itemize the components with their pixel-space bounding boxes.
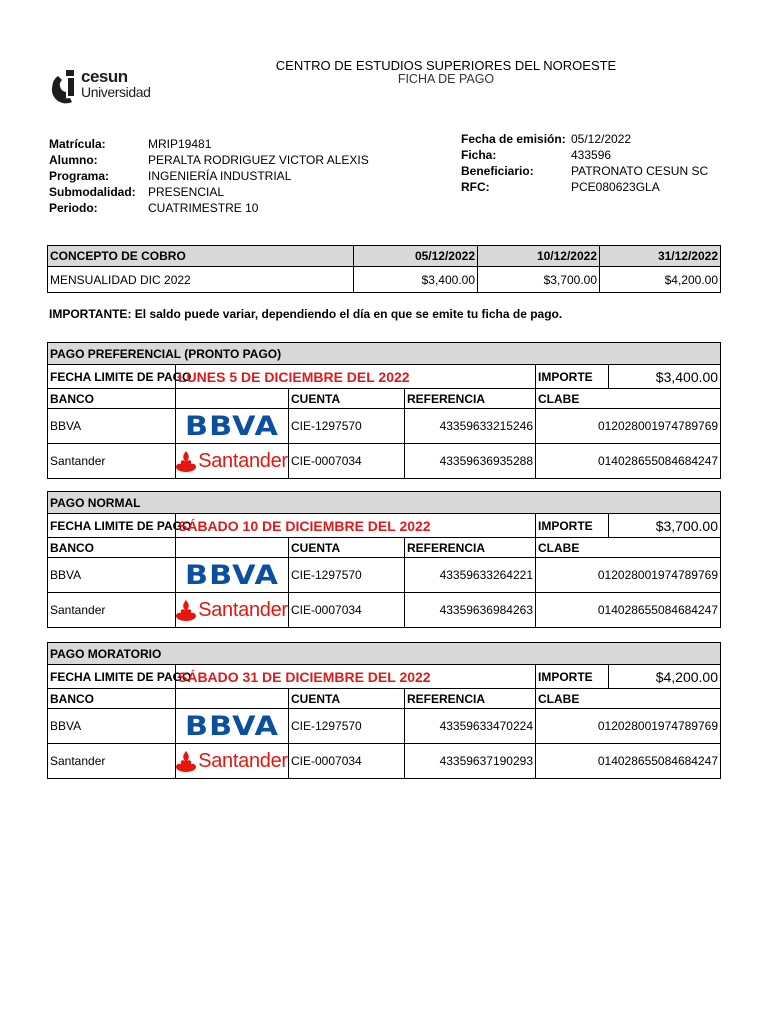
submodalidad-value: PRESENCIAL [148, 185, 225, 199]
cuenta-header: CUENTA [289, 538, 405, 558]
concepto-amount-3: $4,200.00 [600, 267, 721, 293]
concepto-header-row [48, 246, 721, 267]
bank-name: BBVA [48, 409, 176, 444]
beneficiario-label: Beneficiario: [461, 164, 534, 178]
submodalidad-row [49, 184, 369, 200]
bank-name: BBVA [48, 709, 176, 744]
bank-name: BBVA [48, 558, 176, 593]
referencia-header: REFERENCIA [405, 389, 536, 409]
concepto-amount-2: $3,700.00 [478, 267, 600, 293]
concepto-date-2: 10/12/2022 [478, 246, 600, 267]
bbva-logo-text: BBVA [184, 559, 280, 591]
santander-flame-icon [176, 450, 196, 472]
concepto-date-3: 31/12/2022 [600, 246, 721, 267]
alumno-row [49, 152, 369, 168]
bank-header-row [48, 389, 721, 409]
issue-info [461, 131, 708, 195]
payment-section-normal [47, 491, 721, 628]
bank-cuenta: CIE-1297570 [289, 558, 405, 593]
referencia-header: REFERENCIA [405, 538, 536, 558]
matricula-row [49, 136, 369, 152]
santander-logo-text: Santander [198, 599, 288, 621]
cuenta-header: CUENTA [289, 689, 405, 709]
bank-name: Santander [48, 444, 176, 479]
ficha-row [461, 147, 708, 163]
section-title: PAGO PREFERENCIAL (PRONTO PAGO) [48, 343, 721, 365]
programa-label: Programa: [49, 169, 110, 183]
cuenta-header: CUENTA [289, 389, 405, 409]
importante-note: IMPORTANTE: El saldo puede variar, dependiendo el día en que se emite tu ficha de pago. [49, 307, 563, 321]
matricula-label: Matrícula: [49, 137, 106, 151]
importe-value: $3,700.00 [609, 514, 721, 538]
importe-label: IMPORTE [536, 514, 609, 538]
rfc-value: PCE080623GLA [571, 180, 660, 194]
concepto-amount-1: $3,400.00 [354, 267, 478, 293]
santander-logo-text: Santander [198, 450, 288, 472]
bank-clabe: 014028655084684247 [536, 593, 721, 628]
bank-referencia: 43359636935288 [405, 444, 536, 479]
bank-referencia: 43359633470224 [405, 709, 536, 744]
section-title-row [48, 643, 721, 665]
santander-logo [176, 750, 288, 772]
payment-section-preferencial [47, 342, 721, 479]
importe-label: IMPORTE [536, 365, 609, 389]
deadline-row [48, 514, 721, 538]
bbva-logo-cell [176, 409, 289, 444]
bank-row-santander [48, 444, 721, 479]
santander-logo-cell [176, 593, 289, 628]
beneficiario-value: PATRONATO CESUN SC [571, 164, 709, 178]
santander-logo-cell [176, 744, 289, 779]
bank-name: Santander [48, 593, 176, 628]
santander-flame-icon [176, 599, 196, 621]
bank-clabe: 014028655084684247 [536, 444, 721, 479]
beneficiario-row [461, 163, 708, 179]
fecha-emision-value: 05/12/2022 [571, 132, 632, 146]
banco-header: BANCO [48, 538, 176, 558]
page-title: CENTRO DE ESTUDIOS SUPERIORES DEL NOROESTE [275, 58, 617, 73]
payment-section-moratorio [47, 642, 721, 779]
section-title-row [48, 343, 721, 365]
logo-header-cell [176, 389, 289, 409]
concepto-item: MENSUALIDAD DIC 2022 [48, 267, 354, 293]
alumno-value: PERALTA RODRIGUEZ VICTOR ALEXIS [148, 153, 369, 167]
bbva-logo-text: BBVA [184, 410, 280, 442]
bbva-logo [176, 710, 288, 742]
deadline-value: SÁBADO 31 DE DICIEMBRE DEL 2022 [176, 665, 536, 689]
bank-referencia: 43359633215246 [405, 409, 536, 444]
deadline-row [48, 365, 721, 389]
fecha-emision-label: Fecha de emisión: [461, 132, 566, 146]
rfc-row [461, 179, 708, 195]
logo-header-cell [176, 689, 289, 709]
section-title: PAGO MORATORIO [48, 643, 721, 665]
bank-referencia: 43359637190293 [405, 744, 536, 779]
matricula-value: MRIP19481 [148, 137, 212, 151]
bank-header-row [48, 689, 721, 709]
clabe-header: CLABE [536, 689, 721, 709]
referencia-header: REFERENCIA [405, 689, 536, 709]
logo-word-universidad: Universidad [81, 84, 151, 100]
bbva-logo [176, 559, 288, 591]
bank-name: Santander [48, 744, 176, 779]
bank-clabe: 012028001974789769 [536, 409, 721, 444]
bank-referencia: 43359633264221 [405, 558, 536, 593]
programa-value: INGENIERÍA INDUSTRIAL [148, 169, 292, 183]
deadline-value: LUNES 5 DE DICIEMBRE DEL 2022 [176, 365, 536, 389]
programa-row [49, 168, 369, 184]
fecha-emision-row [461, 131, 708, 147]
periodo-value: CUATRIMESTRE 10 [148, 201, 259, 215]
logo-word-cesun: cesun [81, 67, 128, 86]
importe-label: IMPORTE [536, 665, 609, 689]
santander-logo-text: Santander [198, 750, 288, 772]
bank-cuenta: CIE-1297570 [289, 709, 405, 744]
banco-header: BANCO [48, 389, 176, 409]
bank-cuenta: CIE-1297570 [289, 409, 405, 444]
student-info [49, 136, 369, 216]
santander-logo-cell [176, 444, 289, 479]
bbva-logo-text: BBVA [184, 710, 280, 742]
importe-value: $3,400.00 [609, 365, 721, 389]
bank-row-bbva [48, 409, 721, 444]
bank-header-row [48, 538, 721, 558]
bank-row-bbva [48, 709, 721, 744]
deadline-row [48, 665, 721, 689]
concepto-header: CONCEPTO DE COBRO [48, 246, 354, 267]
deadline-value: SÁBADO 10 DE DICIEMBRE DEL 2022 [176, 514, 536, 538]
section-title-row [48, 492, 721, 514]
ficha-label: Ficha: [461, 148, 497, 162]
bank-row-santander [48, 593, 721, 628]
logo-header-cell [176, 538, 289, 558]
bank-cuenta: CIE-0007034 [289, 593, 405, 628]
santander-logo [176, 599, 288, 621]
santander-flame-icon [176, 750, 196, 772]
bank-referencia: 43359636984263 [405, 593, 536, 628]
ficha-value: 433596 [571, 148, 612, 162]
submodalidad-label: Submodalidad: [49, 185, 136, 199]
bbva-logo [176, 410, 288, 442]
santander-logo [176, 450, 288, 472]
bank-clabe: 014028655084684247 [536, 744, 721, 779]
fecha-limite-label: FECHA LIMITE DE PAGO [48, 514, 176, 538]
periodo-label: Periodo: [49, 201, 98, 215]
section-title: PAGO NORMAL [48, 492, 721, 514]
bbva-logo-cell [176, 709, 289, 744]
importe-value: $4,200.00 [609, 665, 721, 689]
alumno-label: Alumno: [49, 153, 98, 167]
concepto-date-1: 05/12/2022 [354, 246, 478, 267]
banco-header: BANCO [48, 689, 176, 709]
bank-clabe: 012028001974789769 [536, 709, 721, 744]
rfc-label: RFC: [461, 180, 490, 194]
concepto-table [47, 245, 721, 293]
bbva-logo-cell [176, 558, 289, 593]
bank-cuenta: CIE-0007034 [289, 444, 405, 479]
fecha-limite-label: FECHA LIMITE DE PAGO [48, 665, 176, 689]
clabe-header: CLABE [536, 389, 721, 409]
fecha-limite-label: FECHA LIMITE DE PAGO [48, 365, 176, 389]
bank-clabe: 012028001974789769 [536, 558, 721, 593]
clabe-header: CLABE [536, 538, 721, 558]
bank-cuenta: CIE-0007034 [289, 744, 405, 779]
page-subtitle: FICHA DE PAGO [397, 72, 495, 86]
periodo-row [49, 200, 369, 216]
concepto-item-row [48, 267, 721, 293]
bank-row-santander [48, 744, 721, 779]
bank-row-bbva [48, 558, 721, 593]
